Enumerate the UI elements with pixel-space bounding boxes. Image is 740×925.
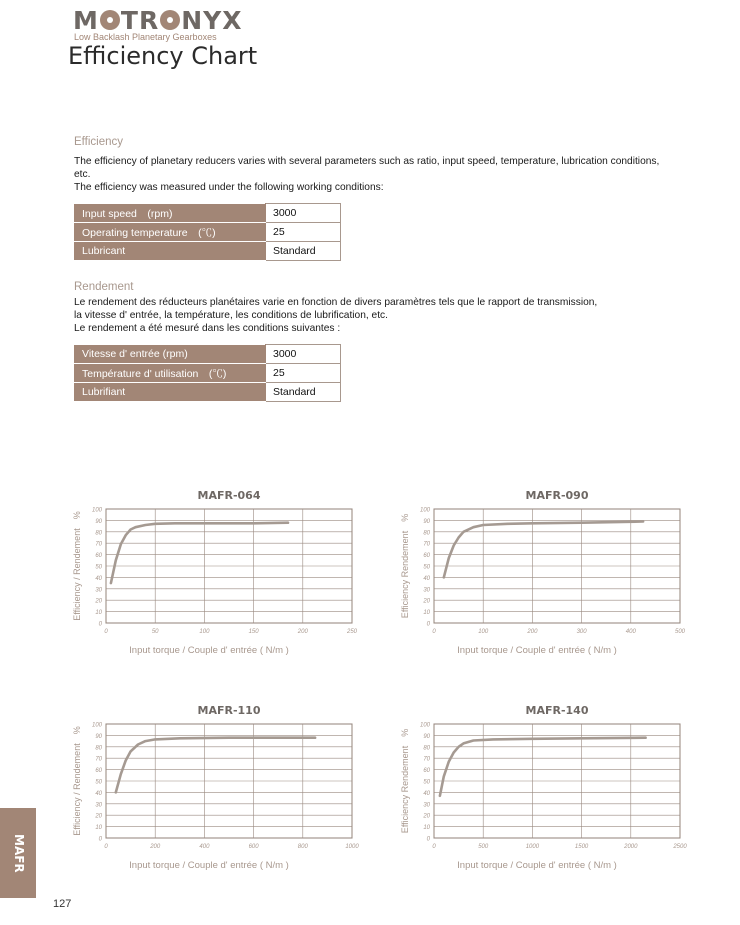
efficiency-chart-mafr-064 [62, 485, 362, 665]
x-tick-label: 300 [576, 629, 587, 635]
paragraph-line: Le rendement des réducteurs planétaires varie en fonction de divers paramètres tels que le rapport de transmission, [74, 297, 598, 308]
y-tick-label: 60 [423, 768, 430, 775]
table-row [75, 383, 341, 402]
x-tick-label: 400 [625, 629, 636, 635]
condition-value: 25 [266, 223, 341, 242]
x-tick-label: 600 [248, 844, 259, 850]
paragraph-line: Le rendement a été mesuré dans les conditions suivantes : [74, 323, 341, 334]
y-axis-label: Efficiency Rendement % [400, 728, 410, 834]
section-heading-efficiency: Efficiency [74, 136, 124, 148]
y-tick-label: 40 [95, 575, 102, 582]
x-tick-label: 200 [150, 844, 161, 850]
gear-icon [100, 10, 120, 30]
y-tick-label: 90 [95, 733, 102, 740]
table-row [75, 204, 341, 223]
y-tick-label: 10 [95, 825, 102, 832]
y-tick-label: 90 [423, 518, 430, 525]
chart-title: MAFR-110 [197, 704, 261, 717]
y-tick-label: 80 [423, 530, 430, 537]
condition-label: Température d' utilisation (℃) [75, 364, 266, 383]
chart-title: MAFR-140 [525, 704, 589, 717]
paragraph-line: The efficiency of planetary reducers varies with several parameters such as ratio, input speed, temperature, lubrication conditions, etc. [74, 156, 660, 180]
y-tick-label: 60 [95, 768, 102, 775]
chart-svg [390, 700, 690, 880]
y-tick-label: 40 [95, 790, 102, 797]
x-tick-label: 150 [248, 629, 259, 635]
x-tick-label: 0 [432, 629, 436, 635]
x-tick-label: 1000 [525, 844, 540, 850]
x-tick-label: 100 [478, 629, 489, 635]
chart-title: MAFR-064 [197, 489, 261, 502]
y-tick-label: 70 [423, 756, 430, 763]
x-tick-label: 500 [478, 844, 489, 850]
paragraph-line: la vitesse d' entrée, la température, les conditions de lubrification, etc. [74, 310, 388, 321]
y-tick-label: 30 [423, 587, 430, 594]
y-axis-label: Efficiency Rendement % [400, 513, 410, 619]
y-tick-label: 10 [423, 825, 430, 832]
paragraph-line: The efficiency was measured under the following working conditions: [74, 182, 384, 193]
y-tick-label: 100 [419, 507, 430, 514]
x-tick-label: 0 [432, 844, 436, 850]
x-axis-label: Input torque / Couple d' entrée ( N/m ) [457, 860, 617, 871]
x-tick-label: 50 [151, 629, 159, 635]
section-heading-rendement: Rendement [74, 281, 134, 293]
side-tab [0, 808, 36, 898]
side-tab-label: MAFR [12, 834, 26, 873]
chart-title: MAFR-090 [525, 489, 589, 502]
y-tick-label: 40 [423, 790, 430, 797]
condition-label: Lubrifiant [75, 383, 266, 402]
x-tick-label: 500 [674, 629, 686, 635]
condition-label: Lubricant [75, 242, 266, 261]
y-tick-label: 0 [426, 836, 430, 843]
y-tick-label: 50 [423, 779, 430, 786]
y-tick-label: 30 [95, 587, 102, 594]
condition-value: 3000 [266, 204, 341, 223]
efficiency-curve [440, 738, 646, 796]
x-axis-label: Input torque / Couple d' entrée ( N/m ) [457, 645, 617, 656]
x-axis-label: Input torque / Couple d' entrée ( N/m ) [129, 645, 289, 656]
x-tick-label: 100 [199, 629, 210, 635]
gear-icon [160, 10, 180, 30]
y-tick-label: 50 [423, 564, 430, 571]
y-axis-label: Efficiency / Rendement % [72, 511, 82, 621]
chart-svg [62, 700, 362, 880]
chart-svg [62, 485, 362, 665]
chart-svg [390, 485, 690, 665]
y-tick-label: 20 [95, 813, 102, 820]
y-tick-label: 30 [95, 802, 102, 809]
x-tick-label: 400 [199, 844, 210, 850]
x-tick-label: 0 [104, 844, 108, 850]
y-tick-label: 90 [95, 518, 102, 525]
y-tick-label: 100 [91, 722, 102, 729]
y-tick-label: 80 [423, 745, 430, 752]
y-tick-label: 80 [95, 530, 102, 537]
condition-label: Input speed (rpm) [75, 204, 266, 223]
y-tick-label: 50 [95, 564, 102, 571]
y-tick-label: 20 [95, 598, 102, 605]
condition-value: Standard [266, 383, 341, 402]
page-number: 127 [53, 898, 72, 910]
y-tick-label: 0 [98, 621, 102, 628]
x-tick-label: 1500 [574, 844, 589, 850]
y-tick-label: 20 [423, 813, 430, 820]
y-tick-label: 100 [419, 722, 430, 729]
page-title: Efficiency Chart [68, 42, 258, 70]
x-tick-label: 250 [346, 629, 358, 635]
y-tick-label: 10 [423, 610, 430, 617]
brand-tagline: Low Backlash Planetary Gearboxes [74, 32, 217, 42]
x-axis-label: Input torque / Couple d' entrée ( N/m ) [129, 860, 289, 871]
efficiency-chart-mafr-140 [390, 700, 690, 880]
condition-label: Operating temperature (℃) [75, 223, 266, 242]
y-tick-label: 50 [95, 779, 102, 786]
y-tick-label: 0 [426, 621, 430, 628]
table-row [75, 364, 341, 383]
y-tick-label: 70 [95, 756, 102, 763]
x-tick-label: 2000 [624, 844, 638, 850]
conditions-table-en [74, 203, 341, 261]
y-tick-label: 70 [95, 541, 102, 548]
table-row [75, 242, 341, 261]
y-tick-label: 100 [91, 507, 102, 514]
y-tick-label: 40 [423, 575, 430, 582]
efficiency-chart-mafr-090 [390, 485, 690, 665]
efficiency-paragraph [74, 155, 674, 194]
y-tick-label: 0 [98, 836, 102, 843]
x-tick-label: 200 [297, 629, 308, 635]
condition-value: 3000 [266, 345, 341, 364]
efficiency-chart-mafr-110 [62, 700, 362, 880]
x-tick-label: 800 [297, 844, 308, 850]
condition-value: 25 [266, 364, 341, 383]
x-tick-label: 200 [527, 629, 538, 635]
efficiency-curve [116, 738, 315, 793]
y-tick-label: 70 [423, 541, 430, 548]
y-axis-label: Efficiency / Rendement % [72, 726, 82, 836]
x-tick-label: 0 [104, 629, 108, 635]
conditions-table-fr [74, 344, 341, 402]
y-tick-label: 60 [423, 553, 430, 560]
y-tick-label: 90 [423, 733, 430, 740]
efficiency-curve [444, 522, 643, 578]
condition-value: Standard [266, 242, 341, 261]
y-tick-label: 60 [95, 553, 102, 560]
x-tick-label: 1000 [345, 844, 359, 850]
table-row [75, 223, 341, 242]
rendement-paragraph [74, 296, 694, 335]
x-tick-label: 2500 [673, 844, 687, 850]
y-tick-label: 20 [423, 598, 430, 605]
y-tick-label: 30 [423, 802, 430, 809]
brand-logo: M TR NYX [73, 6, 243, 35]
y-tick-label: 80 [95, 745, 102, 752]
condition-label: Vitesse d' entrée (rpm) [75, 345, 266, 364]
table-row [75, 345, 341, 364]
y-tick-label: 10 [95, 610, 102, 617]
